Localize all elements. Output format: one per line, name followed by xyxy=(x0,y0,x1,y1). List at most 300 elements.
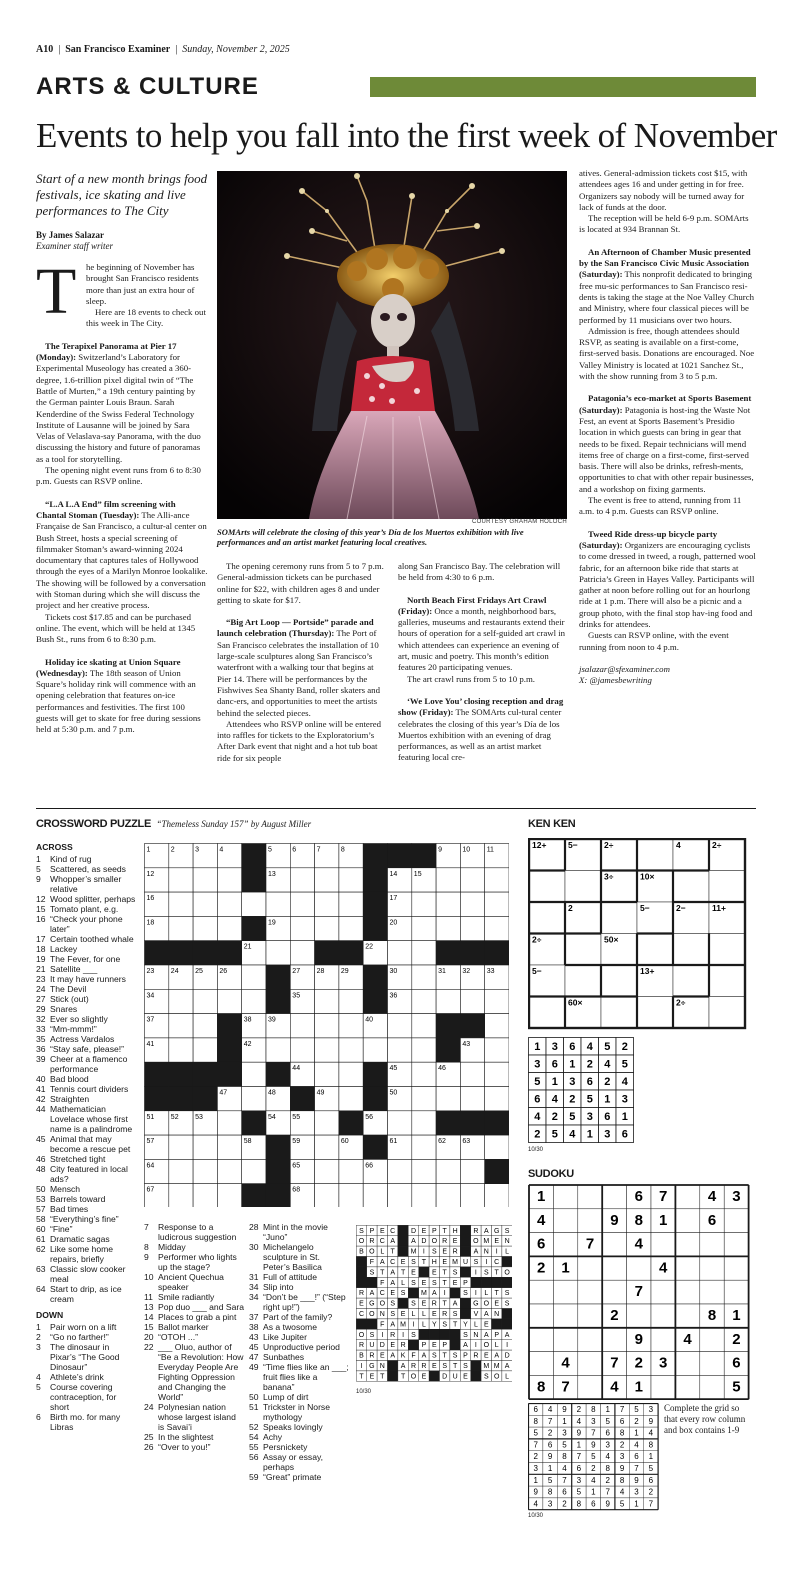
crossword-cell[interactable] xyxy=(388,1038,412,1062)
kenken-cell[interactable] xyxy=(637,839,673,871)
sudoku-grid[interactable] xyxy=(528,1184,750,1400)
kenken-cell[interactable] xyxy=(601,965,637,997)
solution-letter: I xyxy=(402,1331,405,1339)
crossword-cell[interactable] xyxy=(436,989,460,1013)
clue xyxy=(144,1402,244,1432)
sudoku-cell[interactable] xyxy=(724,1233,748,1257)
crossword-cell[interactable] xyxy=(193,892,217,916)
crossword-cell[interactable] xyxy=(169,1184,193,1207)
sudoku-solution-digit: 5 xyxy=(591,1452,596,1462)
event-body-cont: atives. General-admission tickets cost $15, with attendees ages 16 and under getting in for free. Organizers say nobody will be turned away for lack of funds at the door. xyxy=(579,168,748,212)
crossword-cell[interactable] xyxy=(193,868,217,892)
crossword-cell[interactable] xyxy=(290,892,314,916)
crossword-cell[interactable] xyxy=(315,892,339,916)
clue-number: 51 xyxy=(249,1402,259,1412)
sudoku-cell[interactable] xyxy=(700,1280,724,1304)
solution-letter: L xyxy=(484,1290,489,1298)
kenken-cell[interactable] xyxy=(529,871,565,903)
crossword-cell[interactable] xyxy=(266,892,290,916)
crossword-cell[interactable] xyxy=(460,1184,484,1207)
crossword-cell[interactable] xyxy=(388,1159,412,1183)
solution-block xyxy=(408,1288,418,1298)
solution-block xyxy=(471,1361,481,1371)
kenken-cell[interactable] xyxy=(673,934,709,966)
crossword-cell[interactable] xyxy=(412,965,436,989)
sudoku-cell[interactable] xyxy=(651,1304,675,1328)
crossword-cell[interactable] xyxy=(217,1111,241,1135)
crossword-cell[interactable] xyxy=(315,1111,339,1135)
sudoku-cell[interactable] xyxy=(724,1209,748,1233)
crossword-cell[interactable] xyxy=(485,916,509,940)
across-clues xyxy=(36,842,136,1432)
kenken-cell[interactable] xyxy=(709,997,745,1029)
crossword-cell[interactable] xyxy=(339,1062,363,1086)
clue xyxy=(36,1154,136,1164)
solution-letter: L xyxy=(380,1248,385,1256)
solution-letter: T xyxy=(442,1352,447,1360)
clue-text: Bad blood xyxy=(50,1074,89,1084)
kenken-solution-digit: 5 xyxy=(551,1128,558,1141)
crossword-cell[interactable] xyxy=(339,868,363,892)
clue xyxy=(144,1432,244,1442)
crossword-cell[interactable] xyxy=(217,1184,241,1207)
clue-number: 25 xyxy=(144,1432,154,1442)
crossword-cell[interactable] xyxy=(315,1014,339,1038)
crossword-cell[interactable] xyxy=(388,941,412,965)
solution-letter: A xyxy=(504,1331,510,1339)
sudoku-cell[interactable] xyxy=(553,1209,577,1233)
crossword-cell[interactable] xyxy=(485,989,509,1013)
deck: Start of a new month brings food festivals, ice skating and live performances to The City xyxy=(36,171,208,218)
crossword-cell[interactable] xyxy=(460,1159,484,1183)
solution-block xyxy=(450,1340,460,1350)
crossword-cell[interactable] xyxy=(339,916,363,940)
sudoku-cell[interactable] xyxy=(651,1233,675,1257)
sudoku-solution-digit: 3 xyxy=(619,1452,625,1462)
sudoku-cell[interactable] xyxy=(675,1256,699,1280)
sudoku-cell[interactable] xyxy=(578,1304,602,1328)
solution-letter: S xyxy=(369,1331,375,1339)
sudoku-cell[interactable] xyxy=(602,1185,626,1209)
crossword-cell[interactable] xyxy=(169,1014,193,1038)
event-heading: “L.A L.A End” film screening with Chantal Stoman (Tuesday): xyxy=(36,498,176,520)
crossword-cell[interactable] xyxy=(460,1062,484,1086)
clue xyxy=(36,1382,136,1412)
cell-number: 53 xyxy=(195,1113,203,1121)
solution-letter: A xyxy=(473,1248,479,1256)
crossword-cell[interactable] xyxy=(315,1184,339,1207)
clue xyxy=(249,1442,349,1452)
solution-letter: P xyxy=(421,1342,427,1350)
crossword-cell[interactable] xyxy=(169,1038,193,1062)
sudoku-title: SUDOKU xyxy=(528,1168,574,1180)
solution-letter: G xyxy=(369,1363,375,1370)
sudoku-cell[interactable] xyxy=(675,1209,699,1233)
sudoku-solution-digit: 4 xyxy=(648,1428,654,1438)
crossword-cell[interactable] xyxy=(217,1159,241,1183)
solution-letter: Y xyxy=(463,1321,468,1329)
solution-letter: D xyxy=(379,1342,385,1350)
crossword-cell[interactable] xyxy=(315,1038,339,1062)
crossword-cell[interactable] xyxy=(217,892,241,916)
sudoku-cell[interactable] xyxy=(651,1375,675,1399)
cell-number: 39 xyxy=(268,1016,276,1024)
clue-text: Actress Vardalos xyxy=(50,1034,115,1044)
sudoku-cell[interactable] xyxy=(553,1280,577,1304)
sudoku-cell[interactable] xyxy=(553,1328,577,1352)
kenken-solution-digit: 6 xyxy=(586,1076,593,1088)
sudoku-solution-digit: 4 xyxy=(533,1499,538,1509)
kenken-grid[interactable] xyxy=(528,838,748,1032)
crossword-cell[interactable] xyxy=(169,916,193,940)
crossword-cell[interactable] xyxy=(412,941,436,965)
sudoku-solution-digit: 6 xyxy=(591,1499,596,1509)
sudoku-solution-digit: 5 xyxy=(562,1440,567,1450)
kenken-cell[interactable] xyxy=(637,997,673,1029)
sudoku-cell[interactable] xyxy=(602,1328,626,1352)
crossword-block xyxy=(460,941,484,965)
sudoku-cell[interactable] xyxy=(578,1328,602,1352)
crossword-cell[interactable] xyxy=(485,1087,509,1111)
crossword-cell[interactable] xyxy=(315,1062,339,1086)
crossword-cell[interactable] xyxy=(412,916,436,940)
kenken-cell[interactable] xyxy=(709,965,745,997)
event-body: Patagonia is host-ing the Waste Not Fest, an event at Sports Basement’s Presidio location in which guests can bring in gear that needs to be fixed. Repair technicians will mend items free of charge on a first-come, first-served basis. There will also be drinks, refresh-ments, opportunities to chat with other repair businesses, and a workshop on fixing garments. xyxy=(579,404,754,494)
sudoku-given: 8 xyxy=(634,1211,643,1229)
clue xyxy=(249,1312,349,1322)
crossword-cell[interactable] xyxy=(242,1062,266,1086)
crossword-cell[interactable] xyxy=(169,892,193,916)
crossword-grid[interactable] xyxy=(144,843,509,1207)
page-number: A10 xyxy=(36,44,54,55)
cell-number: 63 xyxy=(462,1138,471,1146)
kenken-cell[interactable] xyxy=(565,934,601,966)
solution-letter: A xyxy=(379,1259,385,1266)
crossword-cell[interactable] xyxy=(242,1087,266,1111)
crossword-cell[interactable] xyxy=(485,868,509,892)
crossword-cell[interactable] xyxy=(169,1135,193,1159)
sudoku-solution-digit: 4 xyxy=(605,1452,610,1462)
sudoku-cell[interactable] xyxy=(700,1328,724,1352)
kenken-cell[interactable] xyxy=(529,902,565,934)
clue xyxy=(249,1472,349,1482)
crossword-cell[interactable] xyxy=(242,965,266,989)
clue xyxy=(36,1024,136,1034)
clue-text: Start to drip, as ice cream xyxy=(50,1284,122,1304)
clue-number: 41 xyxy=(36,1084,46,1094)
cage-clue: 2÷ xyxy=(676,997,686,1008)
clue-number: 49 xyxy=(249,1362,259,1372)
clue-text: Lackey xyxy=(50,944,78,954)
crossword-cell[interactable] xyxy=(412,1135,436,1159)
crossword-cell[interactable] xyxy=(217,868,241,892)
crossword-cell[interactable] xyxy=(169,989,193,1013)
crossword-cell[interactable] xyxy=(290,1038,314,1062)
crossword-cell[interactable] xyxy=(412,1184,436,1207)
crossword-cell[interactable] xyxy=(485,1062,509,1086)
crossword-cell[interactable] xyxy=(460,868,484,892)
solution-letter: A xyxy=(452,1300,458,1308)
sudoku-solution-digit: 3 xyxy=(634,1487,639,1497)
event-la-la-end xyxy=(36,499,208,612)
solution-block xyxy=(408,1340,418,1350)
sudoku-cell[interactable] xyxy=(700,1256,724,1280)
clue-text: “Over to you!” xyxy=(158,1442,211,1452)
kenken-cell[interactable] xyxy=(565,871,601,903)
sudoku-cell[interactable] xyxy=(578,1352,602,1376)
crossword-title: CROSSWORD PUZZLE xyxy=(36,818,151,830)
sudoku-solution-digit: 1 xyxy=(648,1452,654,1462)
clue xyxy=(36,1204,136,1214)
sudoku-cell[interactable] xyxy=(700,1352,724,1376)
crossword-cell[interactable] xyxy=(242,892,266,916)
sudoku-cell[interactable] xyxy=(553,1233,577,1257)
crossword-cell[interactable] xyxy=(460,989,484,1013)
feature-photo xyxy=(217,171,567,519)
crossword-cell[interactable] xyxy=(460,1087,484,1111)
sudoku-cell[interactable] xyxy=(578,1375,602,1399)
crossword-block xyxy=(363,916,387,940)
clue xyxy=(144,1312,244,1322)
section-header xyxy=(36,74,756,100)
sudoku-solution-digit: 3 xyxy=(533,1464,538,1473)
crossword-cell[interactable] xyxy=(412,1014,436,1038)
crossword-cell[interactable] xyxy=(193,989,217,1013)
crossword-cell[interactable] xyxy=(315,1135,339,1159)
solution-letter: O xyxy=(410,1373,417,1381)
kenken-cell[interactable] xyxy=(565,965,601,997)
kenken-cell[interactable] xyxy=(529,997,565,1029)
cell-number: 61 xyxy=(389,1138,398,1146)
crossword-cell[interactable] xyxy=(217,989,241,1013)
crossword-cell[interactable] xyxy=(193,1159,217,1183)
sudoku-cell[interactable] xyxy=(627,1256,651,1280)
clue-text: Mathematician Lovelace whose first name is a palindrome xyxy=(50,1104,133,1134)
clue xyxy=(249,1322,349,1332)
event-body: The 18th season of Union Square’s holiday rink will commence with an opening celebration that features on-ice performances and festivities. The first 100 guests will get to skate for free during sessions held at 5:30 p.m. and 7 p.m. xyxy=(36,667,201,735)
clue-text: Satellite ___ xyxy=(50,964,98,974)
crossword-cell[interactable] xyxy=(388,1111,412,1135)
crossword-block xyxy=(193,941,217,965)
solution-letter: T xyxy=(442,1300,447,1308)
crossword-cell[interactable] xyxy=(242,989,266,1013)
cell-number: 36 xyxy=(389,992,398,1000)
kenken-cell[interactable] xyxy=(673,871,709,903)
sudoku-cell[interactable] xyxy=(651,1280,675,1304)
crossword-cell[interactable] xyxy=(339,1087,363,1111)
crossword-cell[interactable] xyxy=(193,1184,217,1207)
kenken-cell[interactable] xyxy=(601,902,637,934)
crossword-cell[interactable] xyxy=(339,1159,363,1183)
clue-text: Stick (out) xyxy=(50,994,89,1004)
sudoku-cell[interactable] xyxy=(724,1256,748,1280)
solution-letter: R xyxy=(369,1238,375,1246)
solution-letter: T xyxy=(380,1373,385,1381)
clue-number: 3 xyxy=(36,1342,41,1352)
crossword-cell[interactable] xyxy=(193,1038,217,1062)
cell-number: 51 xyxy=(146,1113,155,1121)
crossword-cell[interactable] xyxy=(363,1184,387,1207)
crossword-cell[interactable] xyxy=(412,1159,436,1183)
clue xyxy=(36,1004,136,1014)
sudoku-cell[interactable] xyxy=(553,1185,577,1209)
crossword-cell[interactable] xyxy=(412,1087,436,1111)
crossword-cell[interactable] xyxy=(315,868,339,892)
crossword-cell[interactable] xyxy=(485,1135,509,1159)
crossword-cell[interactable] xyxy=(266,1038,290,1062)
clue-text: Unproductive period xyxy=(263,1342,340,1352)
solution-block xyxy=(481,1277,491,1287)
solution-block xyxy=(388,1371,398,1381)
crossword-cell[interactable] xyxy=(193,1135,217,1159)
sudoku-cell[interactable] xyxy=(700,1233,724,1257)
solution-letter: S xyxy=(359,1227,364,1235)
solution-letter: E xyxy=(442,1248,448,1256)
sudoku-cell[interactable] xyxy=(724,1280,748,1304)
crossword-cell[interactable] xyxy=(412,892,436,916)
crossword-block xyxy=(460,1111,484,1135)
crossword-cell[interactable] xyxy=(436,1087,460,1111)
crossword-cell[interactable] xyxy=(339,989,363,1013)
sudoku-given: 8 xyxy=(707,1307,717,1324)
cell-number: 52 xyxy=(170,1113,179,1121)
crossword-cell[interactable] xyxy=(315,989,339,1013)
crossword-cell[interactable] xyxy=(266,941,290,965)
crossword-cell[interactable] xyxy=(436,916,460,940)
solution-letter: R xyxy=(390,1331,396,1339)
crossword-cell[interactable] xyxy=(388,1184,412,1207)
crossword-cell[interactable] xyxy=(485,1038,509,1062)
clue-text: Lump of dirt xyxy=(263,1392,309,1402)
sudoku-cell[interactable] xyxy=(529,1352,553,1376)
sudoku-cell[interactable] xyxy=(529,1280,553,1304)
crossword-cell[interactable] xyxy=(217,916,241,940)
solution-letter: I xyxy=(422,1248,425,1256)
crossword-cell[interactable] xyxy=(339,1038,363,1062)
crossword-cell[interactable] xyxy=(436,1159,460,1183)
clue-text: Birth mo. for many Libras xyxy=(50,1412,121,1432)
kenken-cell[interactable] xyxy=(601,997,637,1029)
clue xyxy=(249,1282,349,1292)
crossword-cell[interactable] xyxy=(193,1014,217,1038)
sudoku-cell[interactable] xyxy=(675,1352,699,1376)
crossword-cell[interactable] xyxy=(436,868,460,892)
sudoku-solution-digit: 2 xyxy=(533,1452,538,1462)
clue-text: “Check your phone later” xyxy=(50,914,123,934)
crossword-block xyxy=(339,941,363,965)
sudoku-cell[interactable] xyxy=(627,1304,651,1328)
crossword-cell[interactable] xyxy=(290,941,314,965)
kenken-cell[interactable] xyxy=(673,965,709,997)
crossword-cell[interactable] xyxy=(388,1014,412,1038)
crossword-cell[interactable] xyxy=(485,1184,509,1207)
clue-text: Tomato plant, e.g. xyxy=(50,904,119,914)
sudoku-cell[interactable] xyxy=(675,1185,699,1209)
crossword-cell[interactable] xyxy=(436,1184,460,1207)
crossword-cell[interactable] xyxy=(169,868,193,892)
crossword-cell[interactable] xyxy=(460,892,484,916)
crossword-cell[interactable] xyxy=(290,868,314,892)
crossword-header xyxy=(36,818,516,830)
sudoku-cell[interactable] xyxy=(602,1280,626,1304)
sudoku-cell[interactable] xyxy=(578,1185,602,1209)
crossword-cell[interactable] xyxy=(460,916,484,940)
crossword-block xyxy=(145,1087,169,1111)
solution-letter: A xyxy=(400,1363,406,1370)
sudoku-cell[interactable] xyxy=(578,1256,602,1280)
crossword-cell[interactable] xyxy=(339,1014,363,1038)
sudoku-cell[interactable] xyxy=(675,1304,699,1328)
crossword-cell[interactable] xyxy=(412,1062,436,1086)
sudoku-cell[interactable] xyxy=(675,1375,699,1399)
crossword-cell[interactable] xyxy=(169,1159,193,1183)
sudoku-given: 5 xyxy=(732,1378,741,1396)
clue-text: Mint in the movie “Juno” xyxy=(263,1222,328,1242)
crossword-cell[interactable] xyxy=(485,1014,509,1038)
kenken-cell[interactable] xyxy=(709,934,745,966)
crossword-cell[interactable] xyxy=(412,989,436,1013)
crossword-cell[interactable] xyxy=(217,1135,241,1159)
cell-number: 38 xyxy=(243,1016,252,1024)
author-social[interactable]: X: @jamesbewriting xyxy=(579,675,652,686)
sudoku-cell[interactable] xyxy=(602,1256,626,1280)
crossword-cell[interactable] xyxy=(315,916,339,940)
kenken-cell[interactable] xyxy=(637,934,673,966)
crossword-cell[interactable] xyxy=(290,916,314,940)
sudoku-cell[interactable] xyxy=(553,1304,577,1328)
sudoku-cell[interactable] xyxy=(700,1375,724,1399)
solution-letter: I xyxy=(495,1248,498,1256)
crossword-cell[interactable] xyxy=(363,1038,387,1062)
sudoku-cell[interactable] xyxy=(675,1280,699,1304)
crossword-cell[interactable] xyxy=(315,1159,339,1183)
crossword-cell[interactable] xyxy=(412,1111,436,1135)
clue xyxy=(36,1372,136,1382)
crossword-cell[interactable] xyxy=(193,916,217,940)
crossword-cell[interactable] xyxy=(485,892,509,916)
author-email[interactable]: jsalazar@sfexaminer.com xyxy=(579,663,670,674)
solution-letter: S xyxy=(390,1311,396,1318)
crossword-cell[interactable] xyxy=(339,1184,363,1207)
clue-number: 13 xyxy=(144,1302,154,1312)
event-body: Organizers are encouraging cyclists to come dressed in tweed, a rough, patterned wool fabric, for an afternoon bike ride that starts at Patricia’s Green in Hayes Valley. Participants will gather at noon before rolling out for an hourlong ride at 1 p.m. There will also be a picnic and a group photo, with the final stop hav-ing food and drinks for attendees. xyxy=(579,539,756,629)
across-title: ACROSS xyxy=(36,842,73,852)
sudoku-cell[interactable] xyxy=(529,1304,553,1328)
sudoku-cell[interactable] xyxy=(529,1328,553,1352)
sudoku-cell[interactable] xyxy=(602,1233,626,1257)
sudoku-cell[interactable] xyxy=(675,1233,699,1257)
event-art-crawl xyxy=(398,595,567,674)
kenken-cell[interactable] xyxy=(709,871,745,903)
crossword-block xyxy=(217,941,241,965)
crossword-cell[interactable] xyxy=(242,1159,266,1183)
sudoku-solution-digit: 4 xyxy=(591,1475,596,1485)
sudoku-solution-date: 10/30 xyxy=(528,1513,544,1519)
solution-letter: C xyxy=(358,1311,365,1318)
crossword-block xyxy=(363,1062,387,1086)
sudoku-cell[interactable] xyxy=(651,1328,675,1352)
crossword-cell[interactable] xyxy=(339,892,363,916)
kenken-solution-digit: 2 xyxy=(621,1041,628,1053)
sudoku-cell[interactable] xyxy=(578,1209,602,1233)
crossword-cell[interactable] xyxy=(290,1014,314,1038)
crossword-cell[interactable] xyxy=(436,892,460,916)
solution-block xyxy=(356,1267,366,1277)
clue-number: 7 xyxy=(144,1222,149,1232)
crossword-cell[interactable] xyxy=(412,1038,436,1062)
sudoku-cell[interactable] xyxy=(578,1280,602,1304)
solution-letter: C xyxy=(379,1290,385,1298)
